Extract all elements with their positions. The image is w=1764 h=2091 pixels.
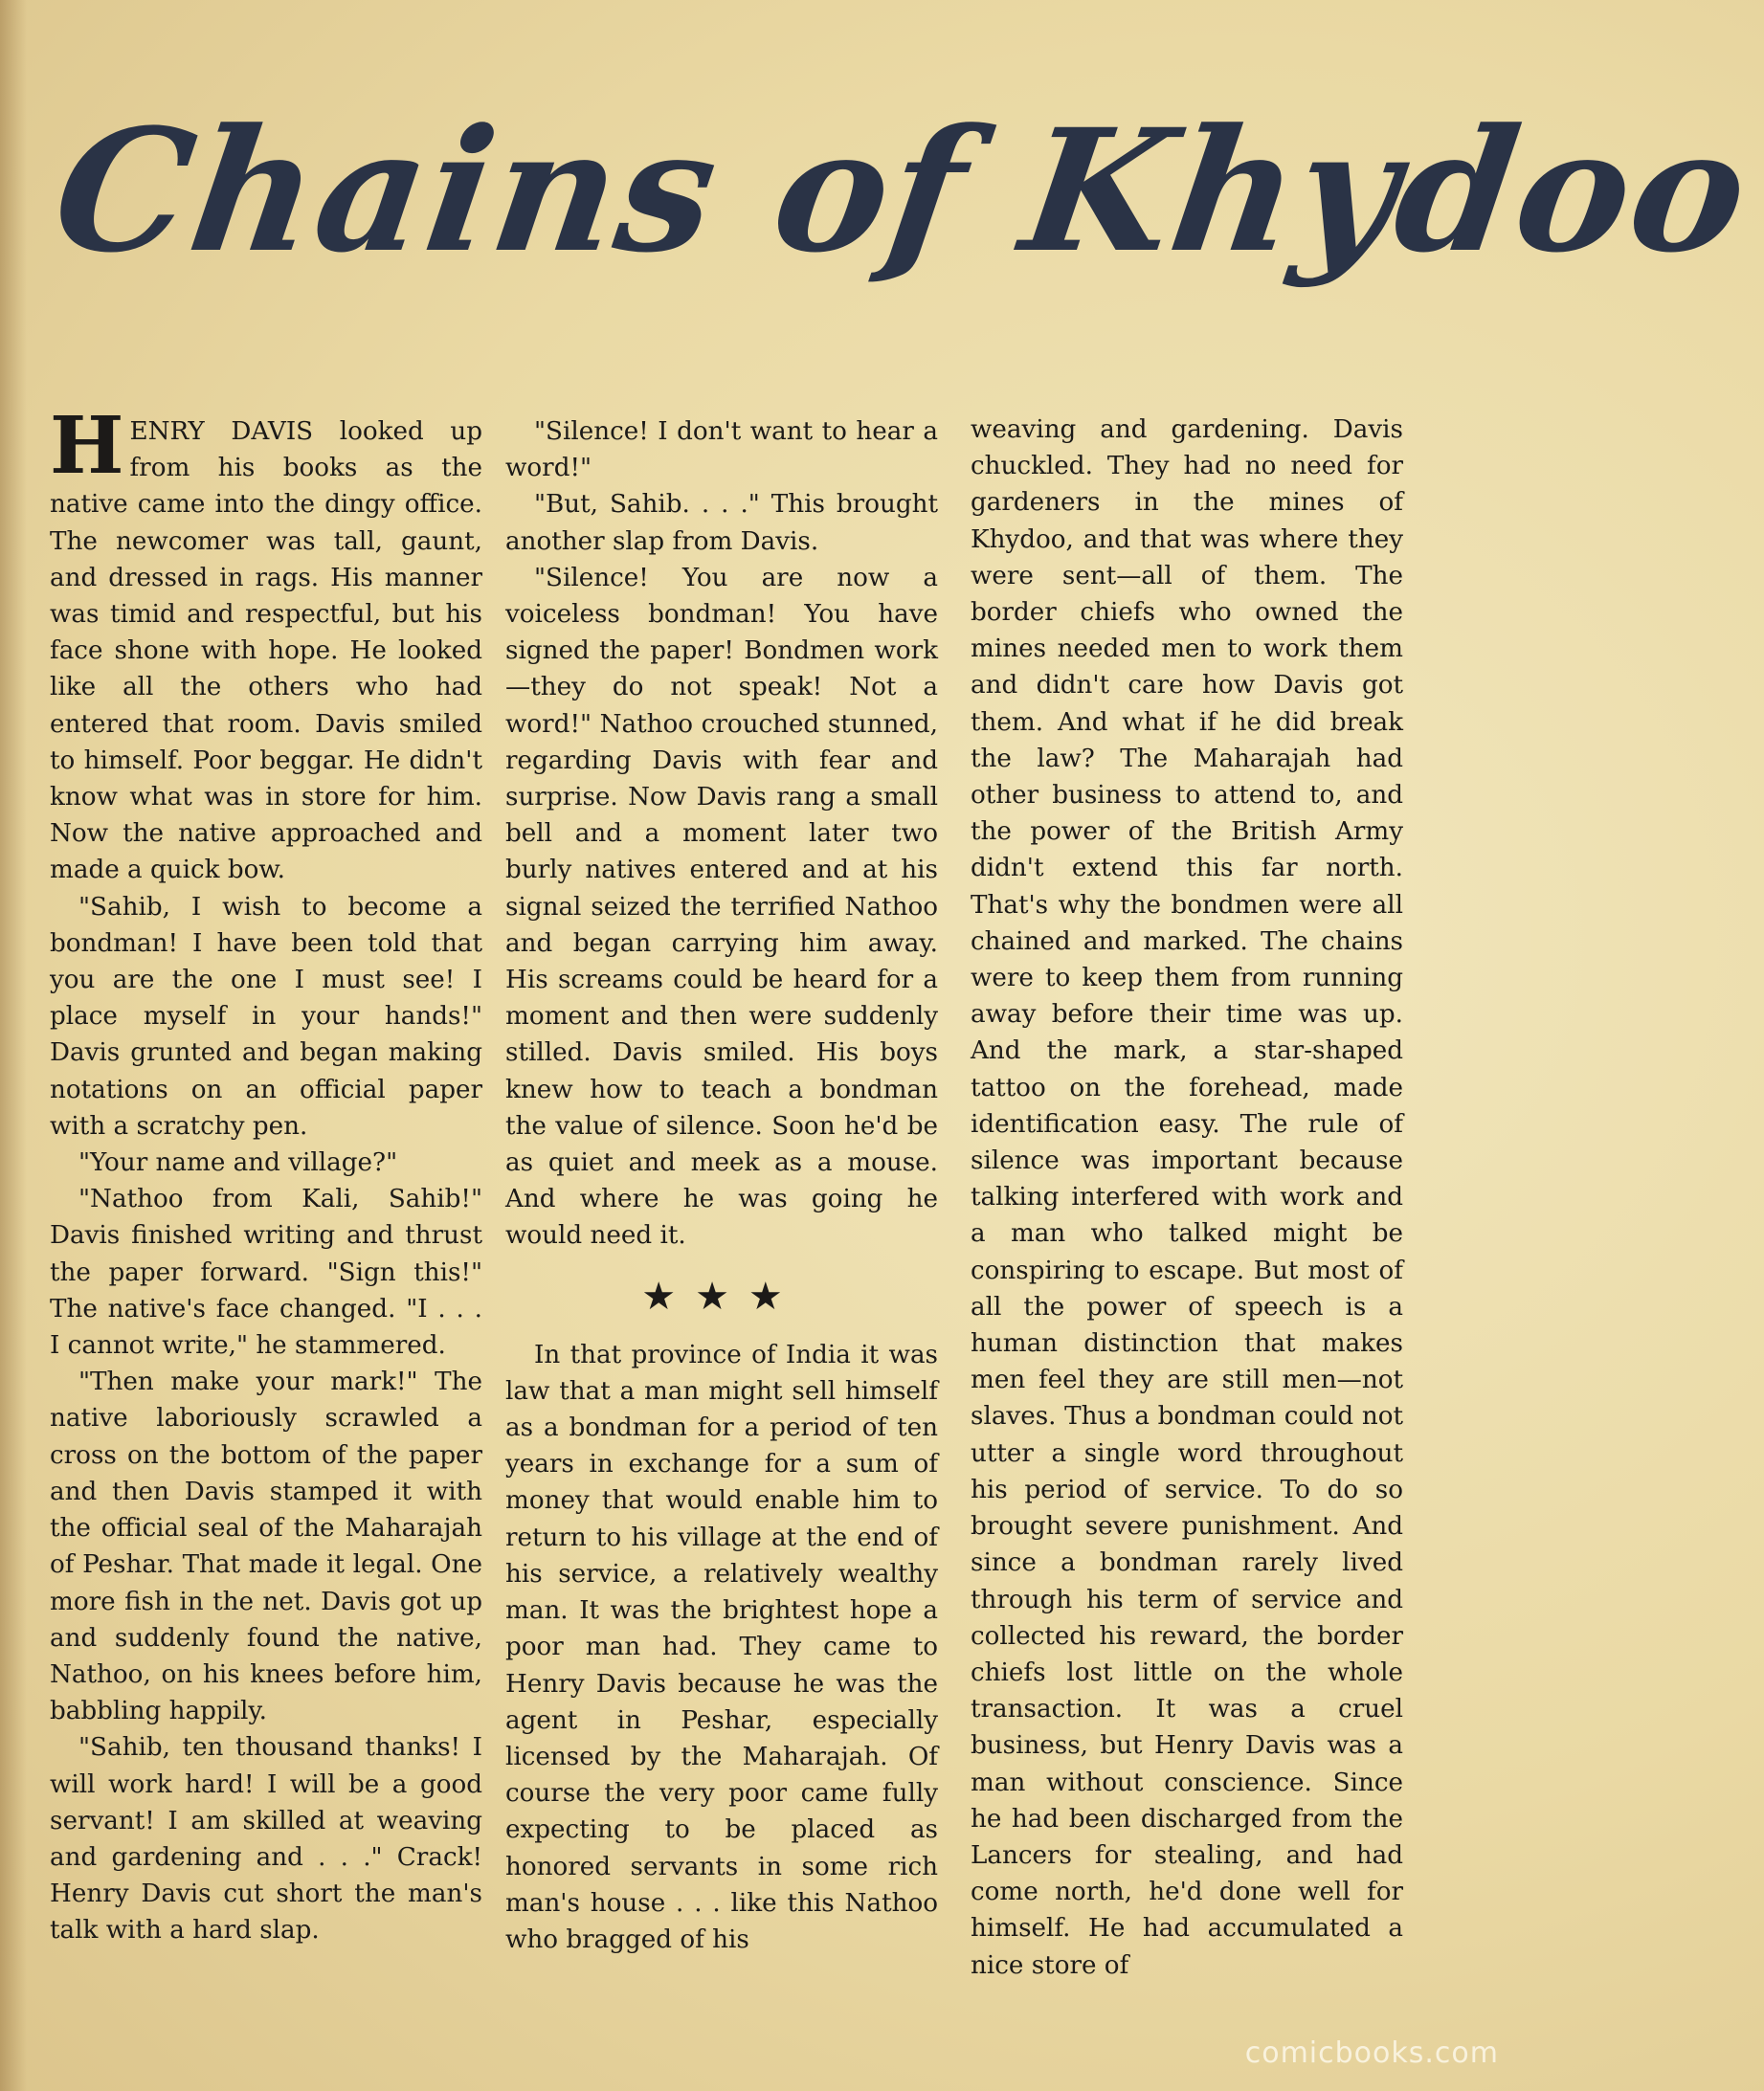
text-column-2	[505, 413, 938, 1969]
paragraph: weaving and gardening. Davis chuckled. They had no need for gardeners in the mines of Khydoo, and that was where they were sent—all of them. The border chiefs who owned the mines needed men to work them and didn't care how Davis got them. And what if he did break the law? The Maharajah had other business to attend to, and the power of the British Army didn't extend this far north. That's why the bondmen were all chained and marked. The chains were to keep them from running away before their time was up. And the mark, a star-shaped tattoo on the forehead, made identification easy. The rule of silence was important because talking interfered with work and a man who talked might be conspiring to escape. But most of all the power of speech is a human distinction that makes men feel they are still men—not slaves. Thus a bondman could not utter a single word throughout his period of service. To do so brought severe punishment. And since a bondman rarely lived through his term of service and collected his reward, the border chiefs lost little on the whole transaction. It was a cruel business, but Henry Davis was a man without conscience. Since he had been discharged from the Lancers for stealing, and had come north, he'd done well for himself. He had accumulated a nice store of	[971, 415, 1403, 1980]
paragraph: "Sahib, I wish to become a bondman! I have been told that you are the one I must see! I place myself in your hands!" Davis grunted and began making notations on an official paper with a scratchy pen.	[50, 892, 482, 1141]
paragraph: "Silence! I don't want to hear a word!"	[505, 417, 938, 483]
paragraph-text: ENRY DAVIS looked up from his books as the native came into the dingy office. The newcomer was tall, gaunt, and dressed in rags. His manner was timid and respectful, but his face shone with hope. He looked like all the others who had entered that room. Davis smiled to himself. Poor beggar. He didn't know what was in store for him. Now the native approached and made a quick bow.	[50, 417, 482, 885]
paragraph: "Nathoo from Kali, Sahib!" Davis finished writing and thrust the paper forward. "Sign this!" The native's face changed. "I . . . I cannot write," he stammered.	[50, 1185, 482, 1361]
paragraph: "But, Sahib. . . ." This brought another slap from Davis.	[505, 490, 938, 556]
text-column-3	[971, 412, 1403, 1980]
paragraph	[50, 400, 482, 889]
paragraph: "Silence! You are now a voiceless bondman! You have signed the paper! Bondmen work—they do not speak! Not a word!" Nathoo crouched stunned, regarding Davis with fear and surprise. Now Davis rang a small bell and a moment later two burly natives entered and at his signal seized the terrified Nathoo and began carrying him away. His screams could be heard for a moment and then were suddenly stilled. Davis smiled. His boys knew how to teach a bondman the value of silence. Soon he'd be as quiet and meek as a mouse. And where he was going he would need it.	[505, 563, 938, 1251]
text-column-1	[50, 400, 482, 1969]
watermark: comicbooks.com	[1244, 2036, 1499, 2070]
section-break-stars: ★★★	[641, 1274, 802, 1319]
story-title: Chains of Khydoo	[43, 92, 1761, 290]
drop-cap: H	[50, 400, 124, 492]
paragraph: "Your name and village?"	[78, 1148, 398, 1178]
paragraph: "Then make your mark!" The native laboriously scrawled a cross on the bottom of the paper and then Davis stamped it with the official seal of the Maharajah of Peshar. That made it legal. One more fish in the net. Davis got up and suddenly found the native, Nathoo, on his knees before him, babbling happily.	[50, 1368, 482, 1726]
paragraph: "Sahib, ten thousand thanks! I will work hard! I will be a good servant! I am skilled at weaving and gardening and . . ." Crack! Henry Davis cut short the man's talk with a hard slap.	[50, 1733, 482, 1946]
paragraph: In that province of India it was law that a man might sell himself as a bondman for a period of ten years in exchange for a sum of money that would enable him to return to his village at the end of his service, a relatively wealthy man. It was the brightest hope a poor man had. They came to Henry Davis because he was the agent in Peshar, especially licensed by the Maharajah. Of course the very poor came fully expecting to be placed as honored servants in some rich man's house . . . like this Nathoo who bragged of his	[505, 1340, 938, 1954]
